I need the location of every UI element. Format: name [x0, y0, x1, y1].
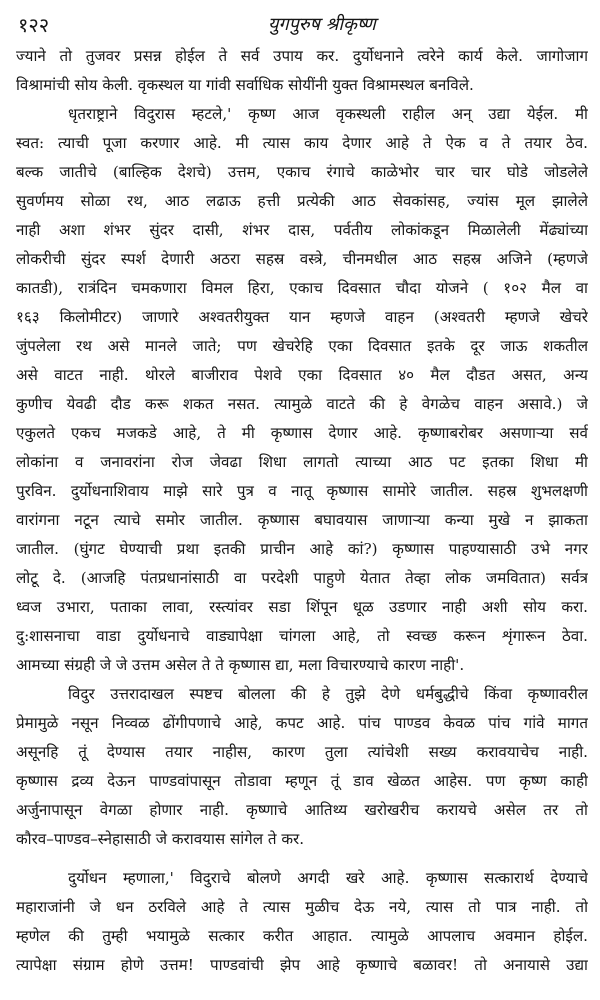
text-line: बल्क जातीचे (बाल्हिक देशचे) उत्तम, एकाच रंगाचे काळेभोर चार चार घोडे जोडलेले — [16, 163, 588, 181]
text-line: प्रेमामुळे नसून निव्वळ ढोंगीपणाचे आहे, कपट आहे. पांच पाण्डव केवळ पांच गांवे मागत — [16, 714, 588, 732]
text-line: वारांगना नटून त्याचे समोर जातील. कृष्णास बघावयास जाणाऱ्या कन्या मुखे न झाकता — [16, 511, 588, 529]
text-line: एकुलते एकच मजकडे आहे, ते मी कृष्णास देणार आहे. कृष्णाबरोबर असणाऱ्या सर्व — [16, 424, 588, 442]
text-line: १६३ किलोमीटर) जाणारे अश्वतरीयुक्त यान म्हणजे वाहन (अश्वतरी म्हणजे खेचरे — [16, 308, 588, 326]
text-line: सुवर्णमय सोळा रथ, आठ लढाऊ हत्ती प्रत्येकी आठ सेवकांसह, ज्यांस मूल झालेले — [16, 192, 588, 210]
text-line: जातील. (घुंगट घेण्याची प्रथा इतकी प्राचीन आहे कां?) कृष्णास पाहण्यासाठी उभे नगर — [16, 540, 588, 558]
text-line: महाराजांनी जे धन ठरविले आहे ते त्यास मुळीच देऊ नये, त्यास तो पात्र नाही. तो — [16, 898, 588, 916]
paragraph — [16, 42, 588, 100]
text-line: असे वाटत नाही. थोरले बाजीराव पेशवे एका दिवसात ४० मैल दौडत असत, अन्य — [16, 366, 588, 384]
text-line: धृतराष्ट्राने विदुरास म्हटले,' कृष्ण आज वृकस्थली राहील अन् उद्या येईल. मी — [68, 105, 588, 123]
paragraph — [16, 864, 588, 980]
text-line: ध्वज उभारा, पताका लावा, रस्त्यांवर सडा शिंपून धूळ उडणार नाही अशी सोय करा. — [16, 598, 588, 616]
text-line: नाही अशा शंभर सुंदर दासी, शंभर दास, पर्वतीय लोकांकडून मिळालेली मेंढ्यांच्या — [16, 221, 588, 239]
text-line: अर्जुनापासून वेगळा होणार नाही. कृष्णाचे आतिथ्य खरोखरीच करायचे असेल तर तो — [16, 801, 588, 819]
body-text — [16, 42, 588, 980]
text-line: लोटू दे. (आजहि पंतप्रधानांसाठी वा परदेशी पाहुणे येतात तेव्हा लोक जमवितात) सर्वत्र — [16, 569, 588, 587]
paragraph — [16, 100, 588, 680]
text-line: दु:शासनाचा वाडा दुर्योधनाचे वाड्यापेक्षा चांगला आहे, तो स्वच्छ करून शृंगारून ठेवा. — [16, 627, 588, 645]
text-line: कातडी), रात्रंदिन चमकणारा विमल हिरा, एकाच दिवसात चौदा योजने ( १०२ मैल वा — [16, 279, 588, 297]
text-line: कौरव–पाण्डव–स्नेहासाठी जे करावयास सांगेल ते कर. — [16, 830, 305, 848]
page-header — [18, 12, 586, 46]
text-line: ज्याने तो तुजवर प्रसन्न होईल ते सर्व उपाय कर. दुर्योधनाने त्वरेने कार्य केले. जागोजाग — [16, 47, 588, 65]
text-line: त्यापेक्षा संग्राम होणे उत्तम! पाण्डवांची झेप आहे कृष्णाचे बळावर! तो अनायासे उद्या — [16, 956, 588, 974]
text-line: कुणीच येवढी दौड करू शकत नसत. त्यामुळे वाटते की हे वेगळेच वाहन असावे.) जे — [16, 395, 588, 413]
text-line: दुर्योधन म्हणाला,' विदुराचे बोलणे अगदी खरे आहे. कृष्णास सत्कारार्थ देण्याचे — [68, 869, 588, 887]
paragraph-gap — [16, 854, 588, 864]
text-line: कृष्णास द्रव्य देऊन पाण्डवांपासून तोडावा म्हणून तूं डाव खेळत आहेस. पण कृष्ण काही — [16, 772, 588, 790]
running-title: युगपुरुष श्रीकृष्ण — [268, 14, 376, 35]
text-line: लोकरीची सुंदर स्पर्श देणारी अठरा सहस्र वस्त्रे, चीनमधील आठ सहस्र अजिने (म्हणजे — [16, 250, 588, 268]
text-line: लोकांना व जनावरांना रोज जेवढा शिधा लागतो त्याच्या आठ पट इतका शिधा मी — [16, 453, 588, 471]
page-number: १२२ — [18, 13, 50, 37]
text-line: विश्रामांची सोय केली. वृकस्थल या गांवी सर्वाधिक सोयींनी युक्त विश्रामस्थल बनविले. — [16, 76, 474, 94]
text-line: असूनहि तूं देण्यास तयार नाहीस, कारण तुला त्यांचेशी सख्य करावयाचेच नाही. — [16, 743, 588, 761]
text-line: आमच्या संग्रही जे जे उत्तम असेल ते ते कृष्णास द्या, मला विचारण्याचे कारण नाही'. — [16, 656, 465, 674]
text-line: स्वत: त्याची पूजा करणार आहे. मी त्यास काय देणार आहे ते ऐक व ते तयार ठेव. — [16, 134, 588, 152]
paragraph — [16, 680, 588, 854]
text-line: म्हणेल की तुम्ही भयामुळे सत्कार करीत आहात. त्यामुळे आपलाच अवमान होईल. — [16, 927, 588, 945]
text-line: विदुर उत्तरादाखल स्पष्टच बोलला की हे तुझे देणे धर्मबुद्धीचे किंवा कृष्णावरील — [68, 685, 588, 703]
text-line: जुंपलेला रथ असे मानले जाते; पण खेचरेहि एका दिवसात इतके दूर जाऊ शकतील — [16, 337, 588, 355]
text-line: पुरविन. दुर्योधनाशिवाय माझे सारे पुत्र व नातू कृष्णास सामोरे जातील. सहस्र शुभलक्षणी — [16, 482, 588, 500]
